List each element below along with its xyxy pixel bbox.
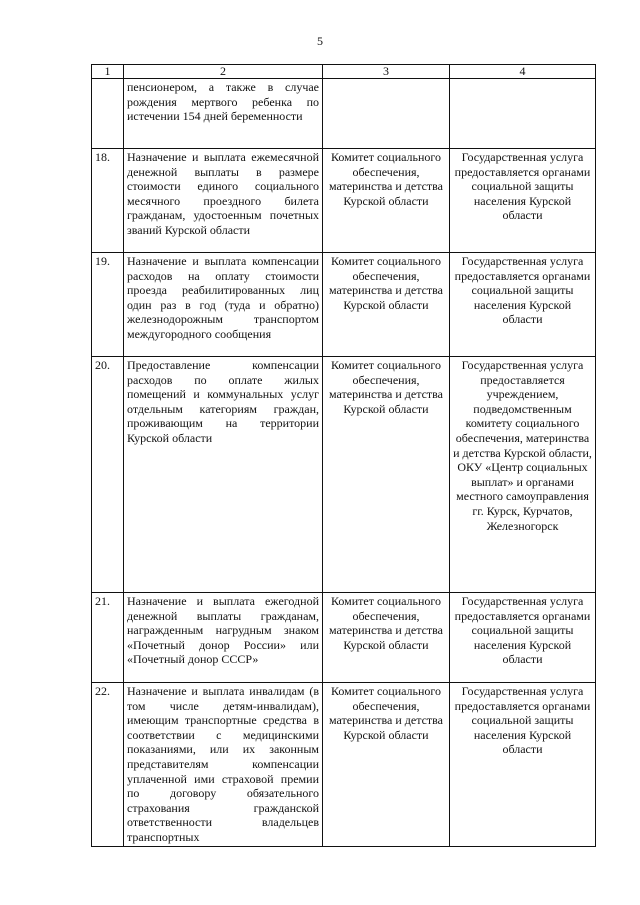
row-number <box>92 79 124 149</box>
row-number: 21. <box>92 593 124 683</box>
column-header-4: 4 <box>450 65 596 79</box>
table-row <box>92 149 596 253</box>
responsible-organ: Комитет социального обеспечения, материнства и детства Курской области <box>323 253 450 357</box>
service-name: пенсионером, а также в случае рождения мертвого ребенка по истечении 154 дней беременности <box>124 79 323 149</box>
service-provider: Государственная услуга предоставляется органами социальной защиты населения Курской области <box>450 253 596 357</box>
table-row <box>92 357 596 593</box>
table-header-row <box>92 65 596 79</box>
row-number: 19. <box>92 253 124 357</box>
service-provider: Государственная услуга предоставляется органами социальной защиты населения Курской области <box>450 683 596 847</box>
service-name: Назначение и выплата компенсации расходов на оплату стоимости проезда реабилитированных лиц один раз в год (туда и обратно) железнодорожным транспортом междугородного сообщения <box>124 253 323 357</box>
service-provider <box>450 79 596 149</box>
service-provider: Государственная услуга предоставляется учреждением, подведомственным комитету социального обеспечения, материнства и детства Курской области, ОКУ «Центр социальных выплат» и органами местного самоуправления гг. Курск, Курчатов, Железногорск <box>450 357 596 593</box>
table-row <box>92 79 596 149</box>
responsible-organ: Комитет социального обеспечения, материнства и детства Курской области <box>323 683 450 847</box>
service-name: Назначение и выплата инвалидам (в том числе детям-инвалидам), имеющим транспортные средства в соответствии с медицинскими показаниями, или их законным представителям компенсации уплаченной ими страховой премии по договору обязательного страхования гражданской ответственности владельцев транспортных <box>124 683 323 847</box>
column-header-2: 2 <box>124 65 323 79</box>
service-name: Назначение и выплата ежегодной денежной выплаты гражданам, награжденным нагрудным знаком «Почетный донор России» или «Почетный донор СССР» <box>124 593 323 683</box>
responsible-organ: Комитет социального обеспечения, материнства и детства Курской области <box>323 357 450 593</box>
row-number: 22. <box>92 683 124 847</box>
row-number: 18. <box>92 149 124 253</box>
service-name: Назначение и выплата ежемесячной денежной выплаты в размере стоимости единого социального месячного проездного билета гражданам, удостоенным почетных званий Курской области <box>124 149 323 253</box>
table-row <box>92 683 596 847</box>
column-header-3: 3 <box>323 65 450 79</box>
page-number: 5 <box>317 34 323 48</box>
table-row <box>92 253 596 357</box>
service-provider: Государственная услуга предоставляется органами социальной защиты населения Курской области <box>450 149 596 253</box>
service-provider: Государственная услуга предоставляется органами социальной защиты населения Курской области <box>450 593 596 683</box>
responsible-organ: Комитет социального обеспечения, материнства и детства Курской области <box>323 149 450 253</box>
service-name: Предоставление компенсации расходов по оплате жилых помещений и коммунальных услуг отдельным категориям граждан, проживающим на территории Курской области <box>124 357 323 593</box>
row-number: 20. <box>92 357 124 593</box>
responsible-organ: Комитет социального обеспечения, материнства и детства Курской области <box>323 593 450 683</box>
services-table <box>91 64 596 847</box>
responsible-organ <box>323 79 450 149</box>
column-header-1: 1 <box>92 65 124 79</box>
table-row <box>92 593 596 683</box>
